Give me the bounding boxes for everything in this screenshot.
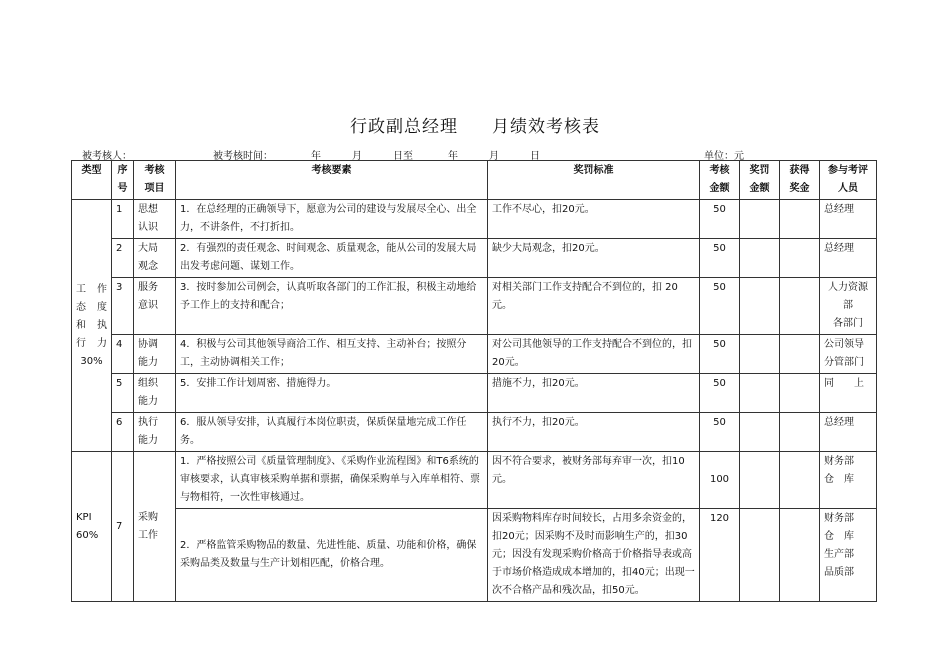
item-cell: 思想 认识 [134,200,176,239]
reviewer-cell: 同 上 [820,374,877,413]
standard-cell: 对公司其他领导的工作支持配合不到位的，扣20元。 [488,335,700,374]
standard-cell: 工作不尽心，扣20元。 [488,200,700,239]
seq-cell: 3 [112,278,134,335]
amount-cell: 50 [700,239,740,278]
table-row [72,278,877,335]
element-cell: 2．严格监管采购物品的数量、先进性能、质量、功能和价格，确保采购品类及数量与生产计划相匹配，价格合理。 [176,509,488,602]
header-type: 类型 [72,161,112,200]
seq-cell: 4 [112,335,134,374]
reviewer-cell: 总经理 [820,200,877,239]
performance-table [71,160,877,602]
header-amount: 考核 金额 [700,161,740,200]
bonus-cell [780,239,820,278]
bonus-cell [780,413,820,452]
table-row [72,239,877,278]
seq-cell: 6 [112,413,134,452]
element-cell: 3．按时参加公司例会，认真听取各部门的工作汇报，积极主动地给予工作上的支持和配合； [176,278,488,335]
bonus-cell [780,335,820,374]
table-row [72,509,877,602]
penalty-cell [740,413,780,452]
year-label-1: 年 [311,151,321,162]
item-cell: 采购 工作 [134,452,176,602]
title-position: 行政副总经理 [350,117,458,137]
element-cell: 1．在总经理的正确领导下，愿意为公司的建设与发展尽全心、出全力，不讲条件，不打折扣。 [176,200,488,239]
table-row [72,335,877,374]
reviewer-cell: 财务部 仓 库 生产部 品质部 [820,509,877,602]
item-cell: 服务 意识 [134,278,176,335]
seq-cell: 5 [112,374,134,413]
standard-cell: 措施不力，扣20元。 [488,374,700,413]
reviewer-cell: 公司领导 分管部门 [820,335,877,374]
reviewer-cell: 总经理 [820,413,877,452]
reviewer-cell: 财务部 仓 库 [820,452,877,509]
standard-cell: 执行不力，扣20元。 [488,413,700,452]
header-elements: 考核要素 [176,161,488,200]
penalty-cell [740,278,780,335]
page-title [0,112,950,137]
reviewer-cell: 人力资源部 各部门 [820,278,877,335]
table-header-row [72,161,877,200]
title-form-name: 月绩效考核表 [492,117,600,137]
seq-cell: 7 [112,452,134,602]
reviewer-cell: 总经理 [820,239,877,278]
standard-cell: 因不符合要求，被财务部每弃审一次，扣10元。 [488,452,700,509]
element-cell: 6．服从领导安排，认真履行本岗位职责，保质保量地完成工作任务。 [176,413,488,452]
element-cell: 4．积极与公司其他领导商洽工作、相互支持、主动补台；按照分工，主动协调相关工作； [176,335,488,374]
item-cell: 大局 观念 [134,239,176,278]
type-cell-kpi: KPI 60% [72,452,112,602]
amount-cell: 50 [700,413,740,452]
day-to-label: 日至 [393,151,413,162]
month-label-1: 月 [352,151,362,162]
seq-cell: 2 [112,239,134,278]
header-bonus: 获得 奖金 [780,161,820,200]
table-row [72,200,877,239]
standard-cell: 对相关部门工作支持配合不到位的，扣 20元。 [488,278,700,335]
element-cell: 2．有强烈的责任观念、时间观念、质量观念，能从公司的发展大局出发考虑问题、谋划工作。 [176,239,488,278]
header-standard: 奖罚标准 [488,161,700,200]
bonus-cell [780,509,820,602]
amount-cell: 100 [700,452,740,509]
table-row [72,452,877,509]
element-cell: 5．安排工作计划周密、措施得力。 [176,374,488,413]
standard-cell: 缺少大局观念，扣20元。 [488,239,700,278]
header-seq: 序 号 [112,161,134,200]
penalty-cell [740,452,780,509]
item-cell: 协调 能力 [134,335,176,374]
bonus-cell [780,278,820,335]
penalty-cell [740,200,780,239]
element-cell: 1．严格按照公司《质量管理制度》、《采购作业流程图》和T6系统的审核要求，认真审核采购单据和票据，确保采购单与入库单相符、票与物相符，一次性审核通过。 [176,452,488,509]
currency-unit: 单位：元 [704,151,744,162]
assessment-time-label: 被考核时间： [213,151,273,162]
bonus-cell [780,452,820,509]
amount-cell: 50 [700,278,740,335]
amount-cell: 120 [700,509,740,602]
item-cell: 组织 能力 [134,374,176,413]
penalty-cell [740,239,780,278]
type-cell-attitude: 工 作 态 度 和 执 行 力 30% [72,200,112,452]
bonus-cell [780,374,820,413]
header-item: 考核 项目 [134,161,176,200]
penalty-cell [740,374,780,413]
penalty-cell [740,509,780,602]
day-label-2: 日 [530,151,540,162]
seq-cell: 1 [112,200,134,239]
year-label-2: 年 [448,151,458,162]
item-cell: 执行 能力 [134,413,176,452]
month-label-2: 月 [489,151,499,162]
penalty-cell [740,335,780,374]
table-row [72,413,877,452]
table-row [72,374,877,413]
bonus-cell [780,200,820,239]
amount-cell: 50 [700,374,740,413]
header-reviewer: 参与考评 人员 [820,161,877,200]
standard-cell: 因采购物料库存时间较长，占用多余资金的，扣20元；因采购不及时而影响生产的，扣30元；因没有发现采购价格高于价格指导表或高于市场价格造成成本增加的，扣40元；出现一次不合格产品和残次品，扣50元。 [488,509,700,602]
header-penalty: 奖罚 金额 [740,161,780,200]
amount-cell: 50 [700,335,740,374]
amount-cell: 50 [700,200,740,239]
assessee-label: 被考核人： [82,151,132,162]
